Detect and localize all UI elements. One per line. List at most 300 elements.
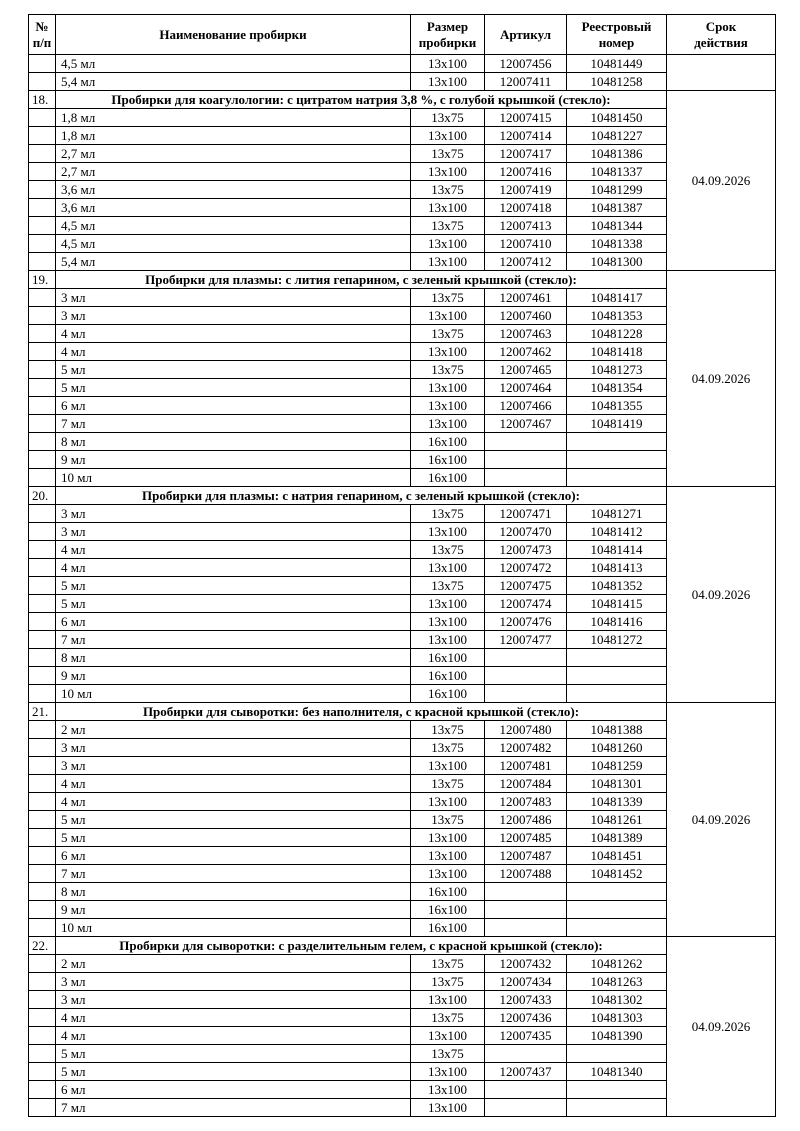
article-cell: 12007461 (485, 289, 567, 307)
section-title-row (29, 271, 776, 289)
tube-name-cell: 6 мл (56, 397, 411, 415)
table-row (29, 505, 776, 523)
tube-name-cell: 3 мл (56, 991, 411, 1009)
registry-cell: 10481272 (567, 631, 667, 649)
registry-cell: 10481415 (567, 595, 667, 613)
article-cell: 12007415 (485, 109, 567, 127)
row-number-cell (29, 109, 56, 127)
article-cell (485, 883, 567, 901)
article-cell (485, 919, 567, 937)
registry-cell: 10481302 (567, 991, 667, 1009)
article-cell (485, 685, 567, 703)
tube-name-cell: 7 мл (56, 1099, 411, 1117)
table-row (29, 865, 776, 883)
row-number-cell (29, 145, 56, 163)
article-cell: 12007414 (485, 127, 567, 145)
registry-cell: 10481352 (567, 577, 667, 595)
tube-size-cell: 13x75 (411, 289, 485, 307)
tube-size-cell: 13x100 (411, 613, 485, 631)
article-cell: 12007432 (485, 955, 567, 973)
tube-name-cell: 4 мл (56, 559, 411, 577)
registry-cell (567, 451, 667, 469)
row-number-cell (29, 181, 56, 199)
tube-size-cell: 13x75 (411, 775, 485, 793)
tube-name-cell: 4,5 мл (56, 55, 411, 73)
row-number-cell (29, 991, 56, 1009)
registry-cell (567, 919, 667, 937)
tube-size-cell: 13x100 (411, 1063, 485, 1081)
tube-name-cell: 10 мл (56, 685, 411, 703)
tube-table-body (29, 55, 776, 1117)
row-number-cell (29, 1099, 56, 1117)
tube-size-cell: 13x100 (411, 307, 485, 325)
tube-size-cell: 13x75 (411, 217, 485, 235)
table-row (29, 649, 776, 667)
row-number-cell (29, 847, 56, 865)
registry-cell: 10481300 (567, 253, 667, 271)
tube-size-cell: 13x75 (411, 325, 485, 343)
registry-cell: 10481412 (567, 523, 667, 541)
tube-size-cell: 16x100 (411, 469, 485, 487)
tube-size-cell: 13x100 (411, 73, 485, 91)
table-row (29, 1027, 776, 1045)
registry-cell: 10481389 (567, 829, 667, 847)
registry-cell (567, 469, 667, 487)
article-cell: 12007486 (485, 811, 567, 829)
tube-name-cell: 3 мл (56, 757, 411, 775)
section-title-cell: Пробирки для коагулологии: с цитратом натрия 3,8 %, с голубой крышкой (стекло): (56, 91, 667, 109)
tube-size-cell: 13x75 (411, 361, 485, 379)
row-number-cell (29, 649, 56, 667)
row-number-cell (29, 1045, 56, 1063)
registry-cell: 10481271 (567, 505, 667, 523)
row-number-cell (29, 307, 56, 325)
tube-size-cell: 13x100 (411, 397, 485, 415)
tube-size-cell: 13x75 (411, 541, 485, 559)
article-cell: 12007418 (485, 199, 567, 217)
row-number-cell (29, 1027, 56, 1045)
registry-cell: 10481353 (567, 307, 667, 325)
tube-name-cell: 1,8 мл (56, 109, 411, 127)
registry-cell: 10481449 (567, 55, 667, 73)
row-number-cell (29, 163, 56, 181)
row-number-cell (29, 1009, 56, 1027)
tube-size-cell: 13x100 (411, 379, 485, 397)
article-cell: 12007474 (485, 595, 567, 613)
registry-cell: 10481419 (567, 415, 667, 433)
tube-name-cell: 5 мл (56, 595, 411, 613)
tube-size-cell: 13x100 (411, 829, 485, 847)
tube-name-cell: 5,4 мл (56, 73, 411, 91)
section-number-cell: 18. (29, 91, 56, 109)
article-cell (485, 649, 567, 667)
section-title-cell: Пробирки для плазмы: с лития гепарином, с зеленый крышкой (стекло): (56, 271, 667, 289)
table-row (29, 451, 776, 469)
row-number-cell (29, 739, 56, 757)
row-number-cell (29, 397, 56, 415)
row-number-cell (29, 667, 56, 685)
tube-name-cell: 9 мл (56, 901, 411, 919)
row-number-cell (29, 199, 56, 217)
tube-size-cell: 13x75 (411, 955, 485, 973)
tube-size-cell: 13x75 (411, 973, 485, 991)
table-row (29, 1099, 776, 1117)
registry-cell (567, 649, 667, 667)
registry-cell: 10481355 (567, 397, 667, 415)
validity-cell (667, 55, 776, 91)
tube-name-cell: 5 мл (56, 577, 411, 595)
table-row (29, 685, 776, 703)
tube-name-cell: 3 мл (56, 523, 411, 541)
row-number-cell (29, 883, 56, 901)
article-cell: 12007419 (485, 181, 567, 199)
tube-name-cell: 7 мл (56, 631, 411, 649)
table-row (29, 73, 776, 91)
registry-cell: 10481413 (567, 559, 667, 577)
row-number-cell (29, 631, 56, 649)
article-cell: 12007487 (485, 847, 567, 865)
tube-name-cell: 5 мл (56, 379, 411, 397)
registry-cell (567, 1045, 667, 1063)
tube-name-cell: 3 мл (56, 505, 411, 523)
header-size-line2: пробирки (418, 34, 477, 50)
registry-cell: 10481337 (567, 163, 667, 181)
registry-cell: 10481227 (567, 127, 667, 145)
tube-name-cell: 3 мл (56, 739, 411, 757)
row-number-cell (29, 901, 56, 919)
registry-cell: 10481414 (567, 541, 667, 559)
article-cell: 12007433 (485, 991, 567, 1009)
row-number-cell (29, 559, 56, 577)
validity-cell: 04.09.2026 (667, 487, 776, 703)
table-row (29, 343, 776, 361)
article-cell: 12007437 (485, 1063, 567, 1081)
registry-cell (567, 1081, 667, 1099)
tube-name-cell: 4 мл (56, 1027, 411, 1045)
table-row (29, 883, 776, 901)
table-row (29, 55, 776, 73)
tube-name-cell: 2,7 мл (56, 163, 411, 181)
tube-size-cell: 13x100 (411, 253, 485, 271)
tube-size-cell: 13x75 (411, 145, 485, 163)
table-row (29, 757, 776, 775)
registry-cell: 10481228 (567, 325, 667, 343)
registry-cell (567, 1099, 667, 1117)
tube-name-cell: 3 мл (56, 973, 411, 991)
header-size (411, 15, 485, 55)
row-number-cell (29, 55, 56, 73)
validity-cell: 04.09.2026 (667, 703, 776, 937)
registry-cell: 10481258 (567, 73, 667, 91)
tube-size-cell: 16x100 (411, 685, 485, 703)
table-header-row (29, 15, 776, 55)
article-cell (485, 1081, 567, 1099)
table-row (29, 235, 776, 253)
tube-name-cell: 4 мл (56, 343, 411, 361)
section-title-row (29, 487, 776, 505)
row-number-cell (29, 1063, 56, 1081)
row-number-cell (29, 919, 56, 937)
row-number-cell (29, 235, 56, 253)
row-number-cell (29, 253, 56, 271)
tube-size-cell: 13x100 (411, 55, 485, 73)
row-number-cell (29, 325, 56, 343)
registry-cell: 10481260 (567, 739, 667, 757)
article-cell: 12007480 (485, 721, 567, 739)
row-number-cell (29, 793, 56, 811)
article-cell: 12007463 (485, 325, 567, 343)
table-row (29, 199, 776, 217)
tube-name-cell: 5 мл (56, 829, 411, 847)
registry-cell: 10481259 (567, 757, 667, 775)
row-number-cell (29, 685, 56, 703)
tube-name-cell: 3,6 мл (56, 199, 411, 217)
table-row (29, 379, 776, 397)
tube-size-cell: 13x100 (411, 415, 485, 433)
table-row (29, 955, 776, 973)
article-cell (485, 1099, 567, 1117)
table-row (29, 667, 776, 685)
table-row (29, 577, 776, 595)
tube-name-cell: 10 мл (56, 469, 411, 487)
row-number-cell (29, 127, 56, 145)
table-row (29, 1045, 776, 1063)
table-row (29, 919, 776, 937)
table-row (29, 595, 776, 613)
tube-size-cell: 13x75 (411, 505, 485, 523)
article-cell: 12007417 (485, 145, 567, 163)
row-number-cell (29, 775, 56, 793)
registry-cell: 10481340 (567, 1063, 667, 1081)
article-cell: 12007488 (485, 865, 567, 883)
header-registry-line2: номер (598, 34, 635, 50)
tube-name-cell: 3 мл (56, 289, 411, 307)
tube-size-cell: 13x100 (411, 1081, 485, 1099)
table-row (29, 793, 776, 811)
row-number-cell (29, 523, 56, 541)
tube-size-cell: 13x100 (411, 595, 485, 613)
table-row (29, 361, 776, 379)
tube-size-cell: 13x100 (411, 235, 485, 253)
row-number-cell (29, 343, 56, 361)
tube-size-cell: 13x75 (411, 577, 485, 595)
registry-cell (567, 433, 667, 451)
article-cell: 12007464 (485, 379, 567, 397)
tube-name-cell: 8 мл (56, 433, 411, 451)
row-number-cell (29, 433, 56, 451)
section-number-cell: 19. (29, 271, 56, 289)
tube-name-cell: 3,6 мл (56, 181, 411, 199)
tube-size-cell: 16x100 (411, 649, 485, 667)
section-title-row (29, 91, 776, 109)
row-number-cell (29, 613, 56, 631)
article-cell: 12007475 (485, 577, 567, 595)
row-number-cell (29, 289, 56, 307)
header-num-line2: п/п (32, 34, 52, 50)
article-cell (485, 451, 567, 469)
table-row (29, 127, 776, 145)
tube-name-cell: 9 мл (56, 451, 411, 469)
article-cell: 12007466 (485, 397, 567, 415)
tube-name-cell: 5 мл (56, 1063, 411, 1081)
registry-cell: 10481299 (567, 181, 667, 199)
row-number-cell (29, 829, 56, 847)
registry-cell: 10481273 (567, 361, 667, 379)
article-cell: 12007477 (485, 631, 567, 649)
registry-cell: 10481450 (567, 109, 667, 127)
tube-size-cell: 13x100 (411, 1027, 485, 1045)
article-cell: 12007411 (485, 73, 567, 91)
tube-name-cell: 4 мл (56, 325, 411, 343)
table-row (29, 145, 776, 163)
table-row (29, 523, 776, 541)
tube-size-cell: 13x100 (411, 127, 485, 145)
registry-cell: 10481338 (567, 235, 667, 253)
article-cell: 12007435 (485, 1027, 567, 1045)
tube-name-cell: 5 мл (56, 1045, 411, 1063)
row-number-cell (29, 595, 56, 613)
table-row (29, 415, 776, 433)
table-row (29, 397, 776, 415)
section-title-row (29, 937, 776, 955)
tube-size-cell: 16x100 (411, 451, 485, 469)
tube-size-cell: 16x100 (411, 433, 485, 451)
article-cell: 12007434 (485, 973, 567, 991)
article-cell: 12007483 (485, 793, 567, 811)
registry-cell: 10481262 (567, 955, 667, 973)
table-row (29, 811, 776, 829)
tube-name-cell: 5 мл (56, 811, 411, 829)
tube-name-cell: 4,5 мл (56, 235, 411, 253)
registry-cell (567, 901, 667, 919)
tube-name-cell: 4 мл (56, 775, 411, 793)
table-row (29, 739, 776, 757)
table-row (29, 847, 776, 865)
tube-size-cell: 13x100 (411, 847, 485, 865)
row-number-cell (29, 811, 56, 829)
tube-name-cell: 10 мл (56, 919, 411, 937)
table-row (29, 307, 776, 325)
header-num-line1: № (35, 18, 49, 34)
table-row (29, 559, 776, 577)
tube-size-cell: 13x75 (411, 181, 485, 199)
table-row (29, 1081, 776, 1099)
table-row (29, 163, 776, 181)
article-cell: 12007482 (485, 739, 567, 757)
row-number-cell (29, 865, 56, 883)
tube-size-cell: 13x100 (411, 1099, 485, 1117)
article-cell: 12007456 (485, 55, 567, 73)
tube-name-cell: 6 мл (56, 1081, 411, 1099)
registry-cell: 10481452 (567, 865, 667, 883)
article-cell: 12007412 (485, 253, 567, 271)
header-size-line1: Размер (426, 18, 469, 34)
header-name-line1: Наименование пробирки (159, 26, 307, 42)
header-validity-line2: действия (694, 34, 748, 50)
tube-name-cell: 8 мл (56, 649, 411, 667)
header-name (56, 15, 411, 55)
registry-cell: 10481388 (567, 721, 667, 739)
header-article-line1: Артикул (499, 26, 552, 42)
article-cell: 12007481 (485, 757, 567, 775)
tube-table (28, 14, 776, 1117)
tube-size-cell: 13x100 (411, 757, 485, 775)
registry-cell: 10481390 (567, 1027, 667, 1045)
row-number-cell (29, 361, 56, 379)
table-row (29, 217, 776, 235)
table-row (29, 775, 776, 793)
registry-cell: 10481417 (567, 289, 667, 307)
row-number-cell (29, 505, 56, 523)
article-cell: 12007416 (485, 163, 567, 181)
section-title-cell: Пробирки для сыворотки: без наполнителя, с красной крышкой (стекло): (56, 703, 667, 721)
tube-name-cell: 2 мл (56, 955, 411, 973)
article-cell (485, 667, 567, 685)
tube-name-cell: 7 мл (56, 415, 411, 433)
article-cell (485, 901, 567, 919)
table-row (29, 289, 776, 307)
row-number-cell (29, 721, 56, 739)
header-num (29, 15, 56, 55)
table-row (29, 973, 776, 991)
row-number-cell (29, 955, 56, 973)
table-row (29, 541, 776, 559)
header-article (485, 15, 567, 55)
table-row (29, 433, 776, 451)
article-cell (485, 469, 567, 487)
table-row (29, 829, 776, 847)
tube-size-cell: 13x100 (411, 523, 485, 541)
article-cell: 12007473 (485, 541, 567, 559)
section-title-cell: Пробирки для плазмы: с натрия гепарином, с зеленый крышкой (стекло): (56, 487, 667, 505)
article-cell (485, 1045, 567, 1063)
registry-cell: 10481418 (567, 343, 667, 361)
row-number-cell (29, 757, 56, 775)
row-number-cell (29, 217, 56, 235)
tube-name-cell: 5,4 мл (56, 253, 411, 271)
tube-name-cell: 2 мл (56, 721, 411, 739)
tube-name-cell: 5 мл (56, 361, 411, 379)
registry-cell: 10481354 (567, 379, 667, 397)
tube-name-cell: 7 мл (56, 865, 411, 883)
tube-size-cell: 13x100 (411, 991, 485, 1009)
table-row (29, 325, 776, 343)
header-registry (567, 15, 667, 55)
validity-cell: 04.09.2026 (667, 271, 776, 487)
tube-name-cell: 4 мл (56, 541, 411, 559)
section-title-cell: Пробирки для сыворотки: с разделительным гелем, с красной крышкой (стекло): (56, 937, 667, 955)
header-validity (667, 15, 776, 55)
row-number-cell (29, 415, 56, 433)
tube-size-cell: 13x75 (411, 811, 485, 829)
article-cell: 12007462 (485, 343, 567, 361)
registry-cell: 10481451 (567, 847, 667, 865)
section-number-cell: 22. (29, 937, 56, 955)
validity-cell: 04.09.2026 (667, 91, 776, 271)
tube-name-cell: 4 мл (56, 1009, 411, 1027)
registry-cell (567, 685, 667, 703)
tube-name-cell: 9 мл (56, 667, 411, 685)
row-number-cell (29, 379, 56, 397)
tube-size-cell: 13x100 (411, 199, 485, 217)
table-row (29, 613, 776, 631)
article-cell: 12007460 (485, 307, 567, 325)
row-number-cell (29, 1081, 56, 1099)
table-row (29, 181, 776, 199)
article-cell: 12007484 (485, 775, 567, 793)
validity-cell: 04.09.2026 (667, 937, 776, 1117)
tube-name-cell: 1,8 мл (56, 127, 411, 145)
